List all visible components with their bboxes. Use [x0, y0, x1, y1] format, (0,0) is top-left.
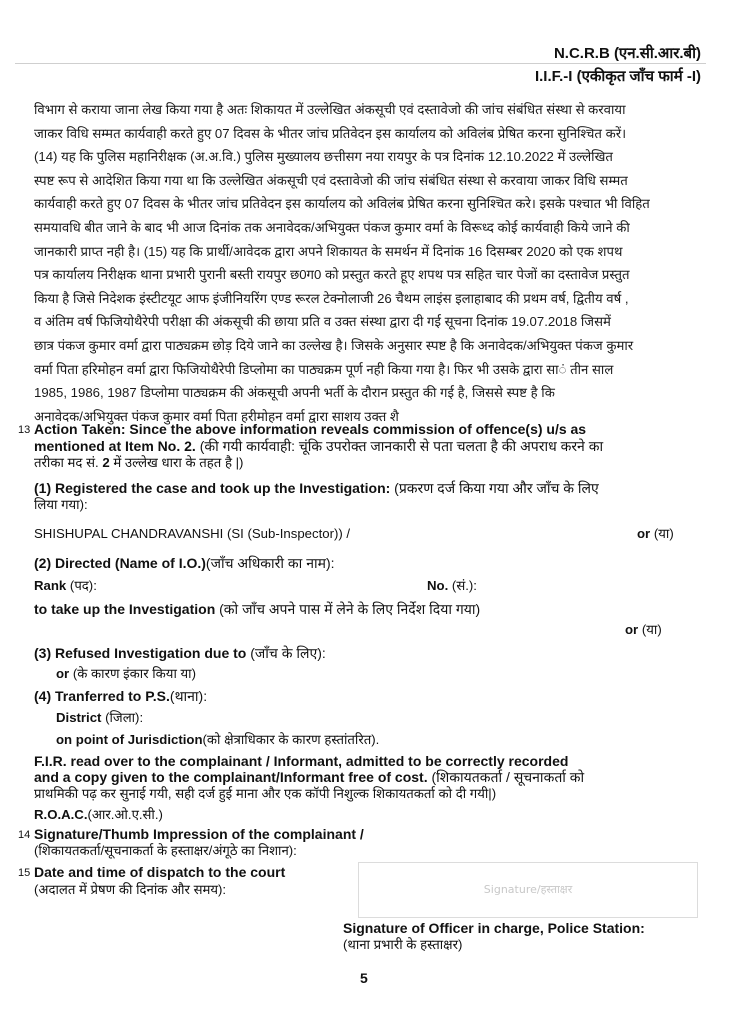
page-number: 5	[360, 970, 368, 986]
item-1-or	[637, 526, 674, 542]
rank-field	[34, 578, 97, 594]
item-3-or	[56, 666, 196, 682]
item-3-label: (3) Refused Investigation due to	[34, 645, 251, 661]
item-4-hindi: (थाना):	[169, 688, 208, 704]
body-line: जाकर विधि सम्मत कार्यवाही करते हुए 07 दिवस के भीतर जांच प्रतिवेदन इस कार्यालय को अविलंब प्रेषित करना सुनिश्चित करें।	[34, 125, 627, 141]
district-label: District	[56, 710, 106, 725]
section-13-item-ref: mentioned at Item No. 2.	[34, 438, 200, 454]
or-hindi: (या)	[653, 526, 674, 541]
section-15-number: 15	[18, 867, 31, 879]
body-line: विभाग से कराया जाना लेख किया गया है अतः शिकायत में उल्लेखित अंकसूची एवं दस्तावेजो की जांच संबंधित संस्था से करवाया	[34, 102, 626, 117]
item-1-label: (1) Registered the case and took up the Investigation:	[34, 480, 395, 496]
body-line: स्पष्ट रूप से आदेशित किया गया था कि उल्लेखित अंकसूची एवं दस्तावेजो की जांच संबंधित संस्था से करवाया जाकर विधि सम्मत	[34, 172, 628, 188]
item-2-or	[625, 622, 662, 638]
item-2-directed	[34, 555, 335, 571]
item-4-transferred	[34, 688, 207, 704]
or-label: or	[625, 622, 642, 637]
or-hindi: (के कारण इंकार किया या)	[72, 666, 196, 681]
section-13-heading-line2	[34, 438, 603, 454]
item-1-registered	[34, 480, 599, 496]
header-divider	[15, 63, 706, 64]
body-line: अनावेदक/अभियुक्त पंकज कुमार वर्मा पिता हरीमोहन वर्मा द्वारा साशय उक्त शै	[34, 408, 399, 424]
roac-field	[34, 807, 163, 823]
district-hindi: (जिला):	[105, 710, 144, 725]
or-label: or	[637, 526, 654, 541]
jurisdiction-hindi: (को क्षेत्राधिकार के कारण हस्तांतरित).	[202, 732, 380, 747]
jurisdiction-field	[56, 732, 379, 748]
body-line: (14) यह कि पुलिस महानिरीक्षक (अ.अ.वि.) पुलिस मुख्यालय छत्तीसग नया रायपुर के पत्र दिनांक 12.10.2022 में उल्लेखित	[34, 149, 613, 165]
item-1-hindi-line2: लिया गया):	[34, 497, 88, 512]
district-field	[56, 710, 143, 726]
fir-copy-label: and a copy given to the complainant/Informant free of cost.	[34, 769, 432, 785]
section-14-number: 14	[18, 829, 31, 841]
body-paragraph	[34, 98, 706, 428]
rank-label: Rank	[34, 578, 70, 593]
body-line: 1985, 1986, 1987 डिप्लोमा पाठ्यक्रम की अंकसूची अपनी भर्ती के दौरान प्रस्तुत की गई है, जिससे स्पष्ट है कि	[34, 385, 555, 401]
body-line: व अंतिम वर्ष फिजियोथैरेपी परीक्षा की अंकसूची की छाया प्रति व उक्त संस्था द्वारा दी गई सूचना दिनांक 19.07.2018 जिसमें	[34, 314, 611, 330]
body-line: वर्मा पिता हरिमोहन वर्मा द्वारा फिजियोथैरेपी डिप्लोमा का पाठ्यक्रम पूर्ण नही किया गया है। फिर भी उसके द्वारा सा◌ं तीन साल	[34, 361, 614, 377]
body-line: जानकारी प्राप्त नही है। (15) यह कि प्रार्थी/आवेदक द्वारा अपने शिकायत के समर्थन में दिनांक 16 दिसम्बर 2020 को एक शपथ	[34, 243, 623, 259]
section-13-hindi-part: तरीका मद सं.	[34, 455, 103, 470]
take-up-hindi: (को जाँच अपने पास में लेने के लिए निर्देश दिया गया)	[219, 601, 481, 617]
item-4-label: (4) Tranferred to P.S.	[34, 688, 170, 704]
item-3-hindi: (जाँच के लिए):	[250, 645, 326, 661]
header-iif-form: I.I.F.-I (एकीकृत जाँच फार्म -I)	[534, 68, 701, 85]
rank-hindi: (पद):	[69, 578, 97, 593]
officer-signature-box: Signature/हस्ताक्षर	[358, 862, 698, 918]
take-up-label: to take up the Investigation	[34, 601, 220, 617]
body-line: समयावधि बीत जाने के बाद भी आज दिनांक तक अनावेदक/अभियुक्त पंकज कुमार वर्मा के विरूध्द कोई कार्यवाही किये जाने की	[34, 219, 630, 235]
officer-signature-hindi: (थाना प्रभारी के हस्ताक्षर)	[343, 937, 463, 952]
no-field	[427, 578, 477, 594]
fir-statement-line3: प्राथमिकी पढ़ कर सुनाई गयी, सही दर्ज हुई माना और एक कॉपी निशुल्क शिकायतकर्ता को दी गयी|)	[34, 786, 497, 801]
roac-label: R.O.A.C.	[34, 807, 88, 822]
or-label: or	[56, 666, 73, 681]
item-3-refused	[34, 645, 326, 661]
section-13-hindi: (की गयी कार्यवाही: चूंकि उपरोक्त जानकारी से पता चलता है की अपराध करने का	[199, 438, 604, 454]
fir-statement-line2	[34, 769, 584, 785]
item-2-hindi: (जाँच अधिकारी का नाम):	[205, 555, 335, 571]
no-hindi: (सं.):	[451, 578, 477, 593]
fir-hindi: (शिकायतकर्ता / सूचनाकर्ता को	[431, 769, 585, 785]
take-up-investigation	[34, 601, 480, 617]
fir-statement-line1: F.I.R. read over to the complainant / Informant, admitted to be correctly recorded	[34, 753, 569, 769]
section-13-number: 13	[18, 424, 31, 436]
body-line: किया है जिसे निदेशक इंस्टीटयूट आफ इंजीनियरिंग एण्ड रूरल टेक्नोलाजी 26 चैथम लाइंस इलाहाबाद की प्रथम वर्ष, द्वितीय वर्ष ,	[34, 290, 629, 306]
header-ncrb: N.C.R.B (एन.सी.आर.बी)	[553, 45, 701, 62]
roac-hindi: (आर.ओ.ए.सी.)	[87, 807, 163, 822]
dispatch-date-label: Date and time of dispatch to the court	[34, 864, 286, 880]
section-13-heading-line3	[34, 455, 243, 471]
or-hindi: (या)	[641, 622, 662, 637]
section-13-hindi-part2: में उल्लेख धारा के तहत है |)	[109, 455, 244, 470]
investigating-officer-name: SHISHUPAL CHANDRAVANSHI (SI (Sub-Inspector)) /	[34, 526, 351, 541]
no-label: No.	[427, 578, 452, 593]
body-line: कार्यवाही करते हुए 07 दिवस के भीतर जांच प्रतिवेदन इस कार्यालय को अविलंब प्रेषित करना सुनिश्चित करे। इसके पश्चात भी विहित	[34, 196, 650, 212]
officer-signature-label: Signature of Officer in charge, Police Station:	[343, 920, 645, 936]
body-line: छात्र पंकज कुमार वर्मा द्वारा पाठ्यक्रम छोड़ दिये जाने का उल्लेख है। जिसके अनुसार स्पष्ट है कि अनावेदक/अभियुक्त पंकज कुमार	[34, 337, 634, 353]
section-13-heading: Action Taken: Since the above information reveals commission of offence(s) u/s as	[34, 421, 587, 437]
section-13-item-number: 2	[102, 455, 110, 470]
item-1-hindi: (प्रकरण दर्ज किया गया और जाँच के लिए	[394, 480, 599, 496]
jurisdiction-label: on point of Jurisdiction	[56, 732, 203, 747]
dispatch-date-hindi: (अदालत में प्रेषण की दिनांक और समय):	[34, 882, 227, 897]
item-2-label: (2) Directed (Name of I.O.)	[34, 555, 206, 571]
body-line: पत्र कार्यालय निरीक्षक थाना प्रभारी पुरानी बस्ती रायपुर छ0ग0 को प्रस्तुत करते हूए शपथ पत्र सहित चार पेजों का दस्तावेज प्रस्तुत	[34, 267, 630, 283]
complainant-signature-hindi: (शिकायतकर्ता/सूचनाकर्ता के हस्ताक्षर/अंगूठे का निशान):	[34, 843, 297, 858]
complainant-signature-label: Signature/Thumb Impression of the complainant /	[34, 826, 364, 842]
